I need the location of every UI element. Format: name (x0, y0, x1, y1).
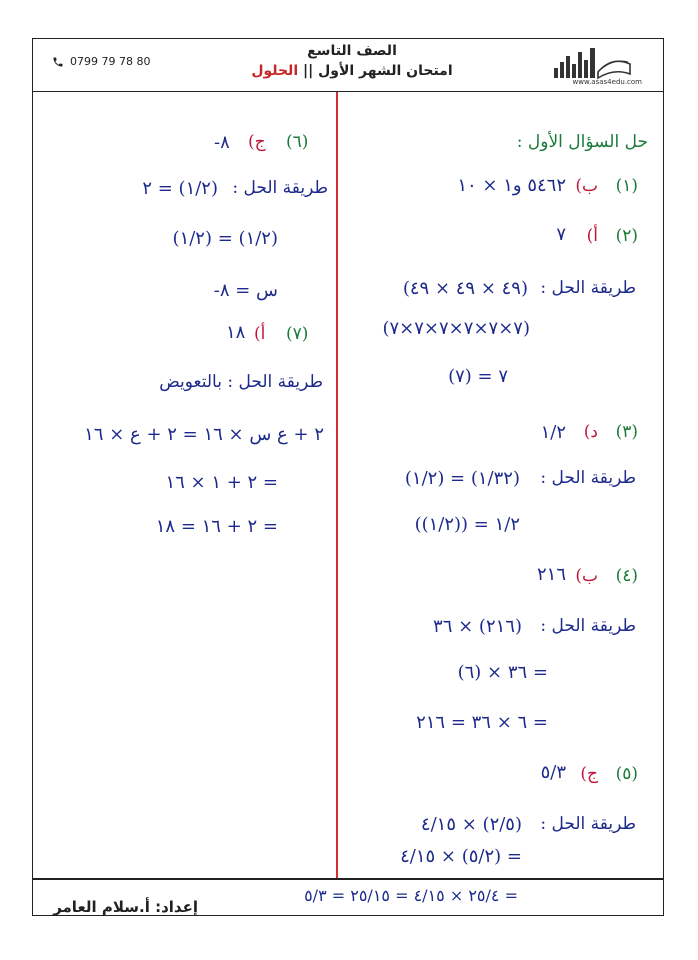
section-heading: حل السؤال الأول : (516, 132, 648, 152)
q7-line1: ٢ + ع س × ١٦ = ٢ + ع × ١٦ (84, 424, 324, 445)
q7-answer: ١٨ (226, 322, 246, 343)
q4-method-label: طريقة الحل : (540, 616, 636, 636)
solutions-label: الحلول (251, 63, 299, 79)
q7-line3: = ٢ + ١٦ = ١٨ (155, 516, 278, 537)
q6-method-label: طريقة الحل : (232, 178, 328, 198)
q4-line3: = ٦ × ٣٦ = ٢١٦ (416, 712, 548, 733)
exam-title: امتحان الشهر الأول || الحلول (251, 63, 453, 79)
footer-line (32, 878, 664, 880)
title-block (202, 42, 502, 82)
q7-line2: = ٢ + ١ × ١٦ (165, 472, 278, 493)
q2-choice: أ) (586, 226, 598, 246)
q4-answer: ٢١٦ (536, 564, 566, 585)
q5-answer: ٥/٣ (540, 762, 566, 783)
q3-method-label: طريقة الحل : (540, 468, 636, 488)
grade-title: الصف التاسع (307, 43, 397, 59)
q3-line1: (١/٣٢) = (١/٢) (404, 468, 520, 489)
q5-number: (٥) (615, 764, 638, 784)
q6-number: (٦) (286, 132, 309, 152)
q4-number: (٤) (615, 566, 638, 586)
q5-line3: = ٢٥/٤ × ٤/١٥ = ٢٥/١٥ = ٥/٣ (304, 886, 518, 905)
q6-choice: ج) (248, 132, 266, 152)
logo-url: www.asas4edu.com (572, 78, 642, 86)
q3-line2: ١/٢ = ((١/٢)) (414, 514, 520, 535)
column-divider (336, 92, 338, 878)
q6-answer: ٨- (214, 132, 230, 153)
q6-line1: (١/٢) = ٢ (142, 178, 218, 199)
q1-choice: ب) (575, 176, 598, 196)
q3-number: (٣) (615, 422, 638, 442)
q2-number: (٢) (615, 226, 638, 246)
q3-answer: ١/٢ (540, 422, 566, 443)
phone-icon (52, 56, 64, 68)
q4-choice: ب) (575, 566, 598, 586)
q2-line3: ٧ = (٧) (448, 366, 508, 387)
q1-number: (١) (615, 176, 638, 196)
q2-answer: ٧ (556, 224, 566, 245)
q5-method-label: طريقة الحل : (540, 814, 636, 834)
q2-method-label: طريقة الحل : (540, 278, 636, 298)
author-credit: إعداد: أ.سلام العامر (53, 898, 198, 916)
q7-method-label: طريقة الحل : بالتعويض (159, 372, 323, 392)
q5-line2: = (٥/٢) × ٤/١٥ (400, 846, 522, 867)
q5-line1: (٢/٥) × ٤/١٥ (420, 814, 522, 835)
q4-line2: = ٣٦ × (٦) (457, 662, 548, 683)
q6-line2: (١/٢) = (١/٢) (172, 228, 278, 249)
phone-number: 0799 79 78 80 (52, 55, 150, 68)
q7-choice: أ) (254, 324, 266, 344)
page-header (32, 38, 664, 92)
q2-line2: (٧×٧×٧×٧×٧×٧) (382, 318, 530, 339)
q6-line3: س = ٨- (213, 280, 278, 301)
q3-choice: د) (583, 422, 598, 442)
q2-line1: (٤٩ × ٤٩ × ٤٩) (402, 278, 528, 299)
q4-line1: (٢١٦) × ٣٦ (433, 616, 522, 637)
q1-answer: ٥٤٦٢ و١ × ١٠ (457, 175, 566, 196)
q7-number: (٧) (286, 324, 309, 344)
q5-choice: ج) (580, 764, 598, 784)
